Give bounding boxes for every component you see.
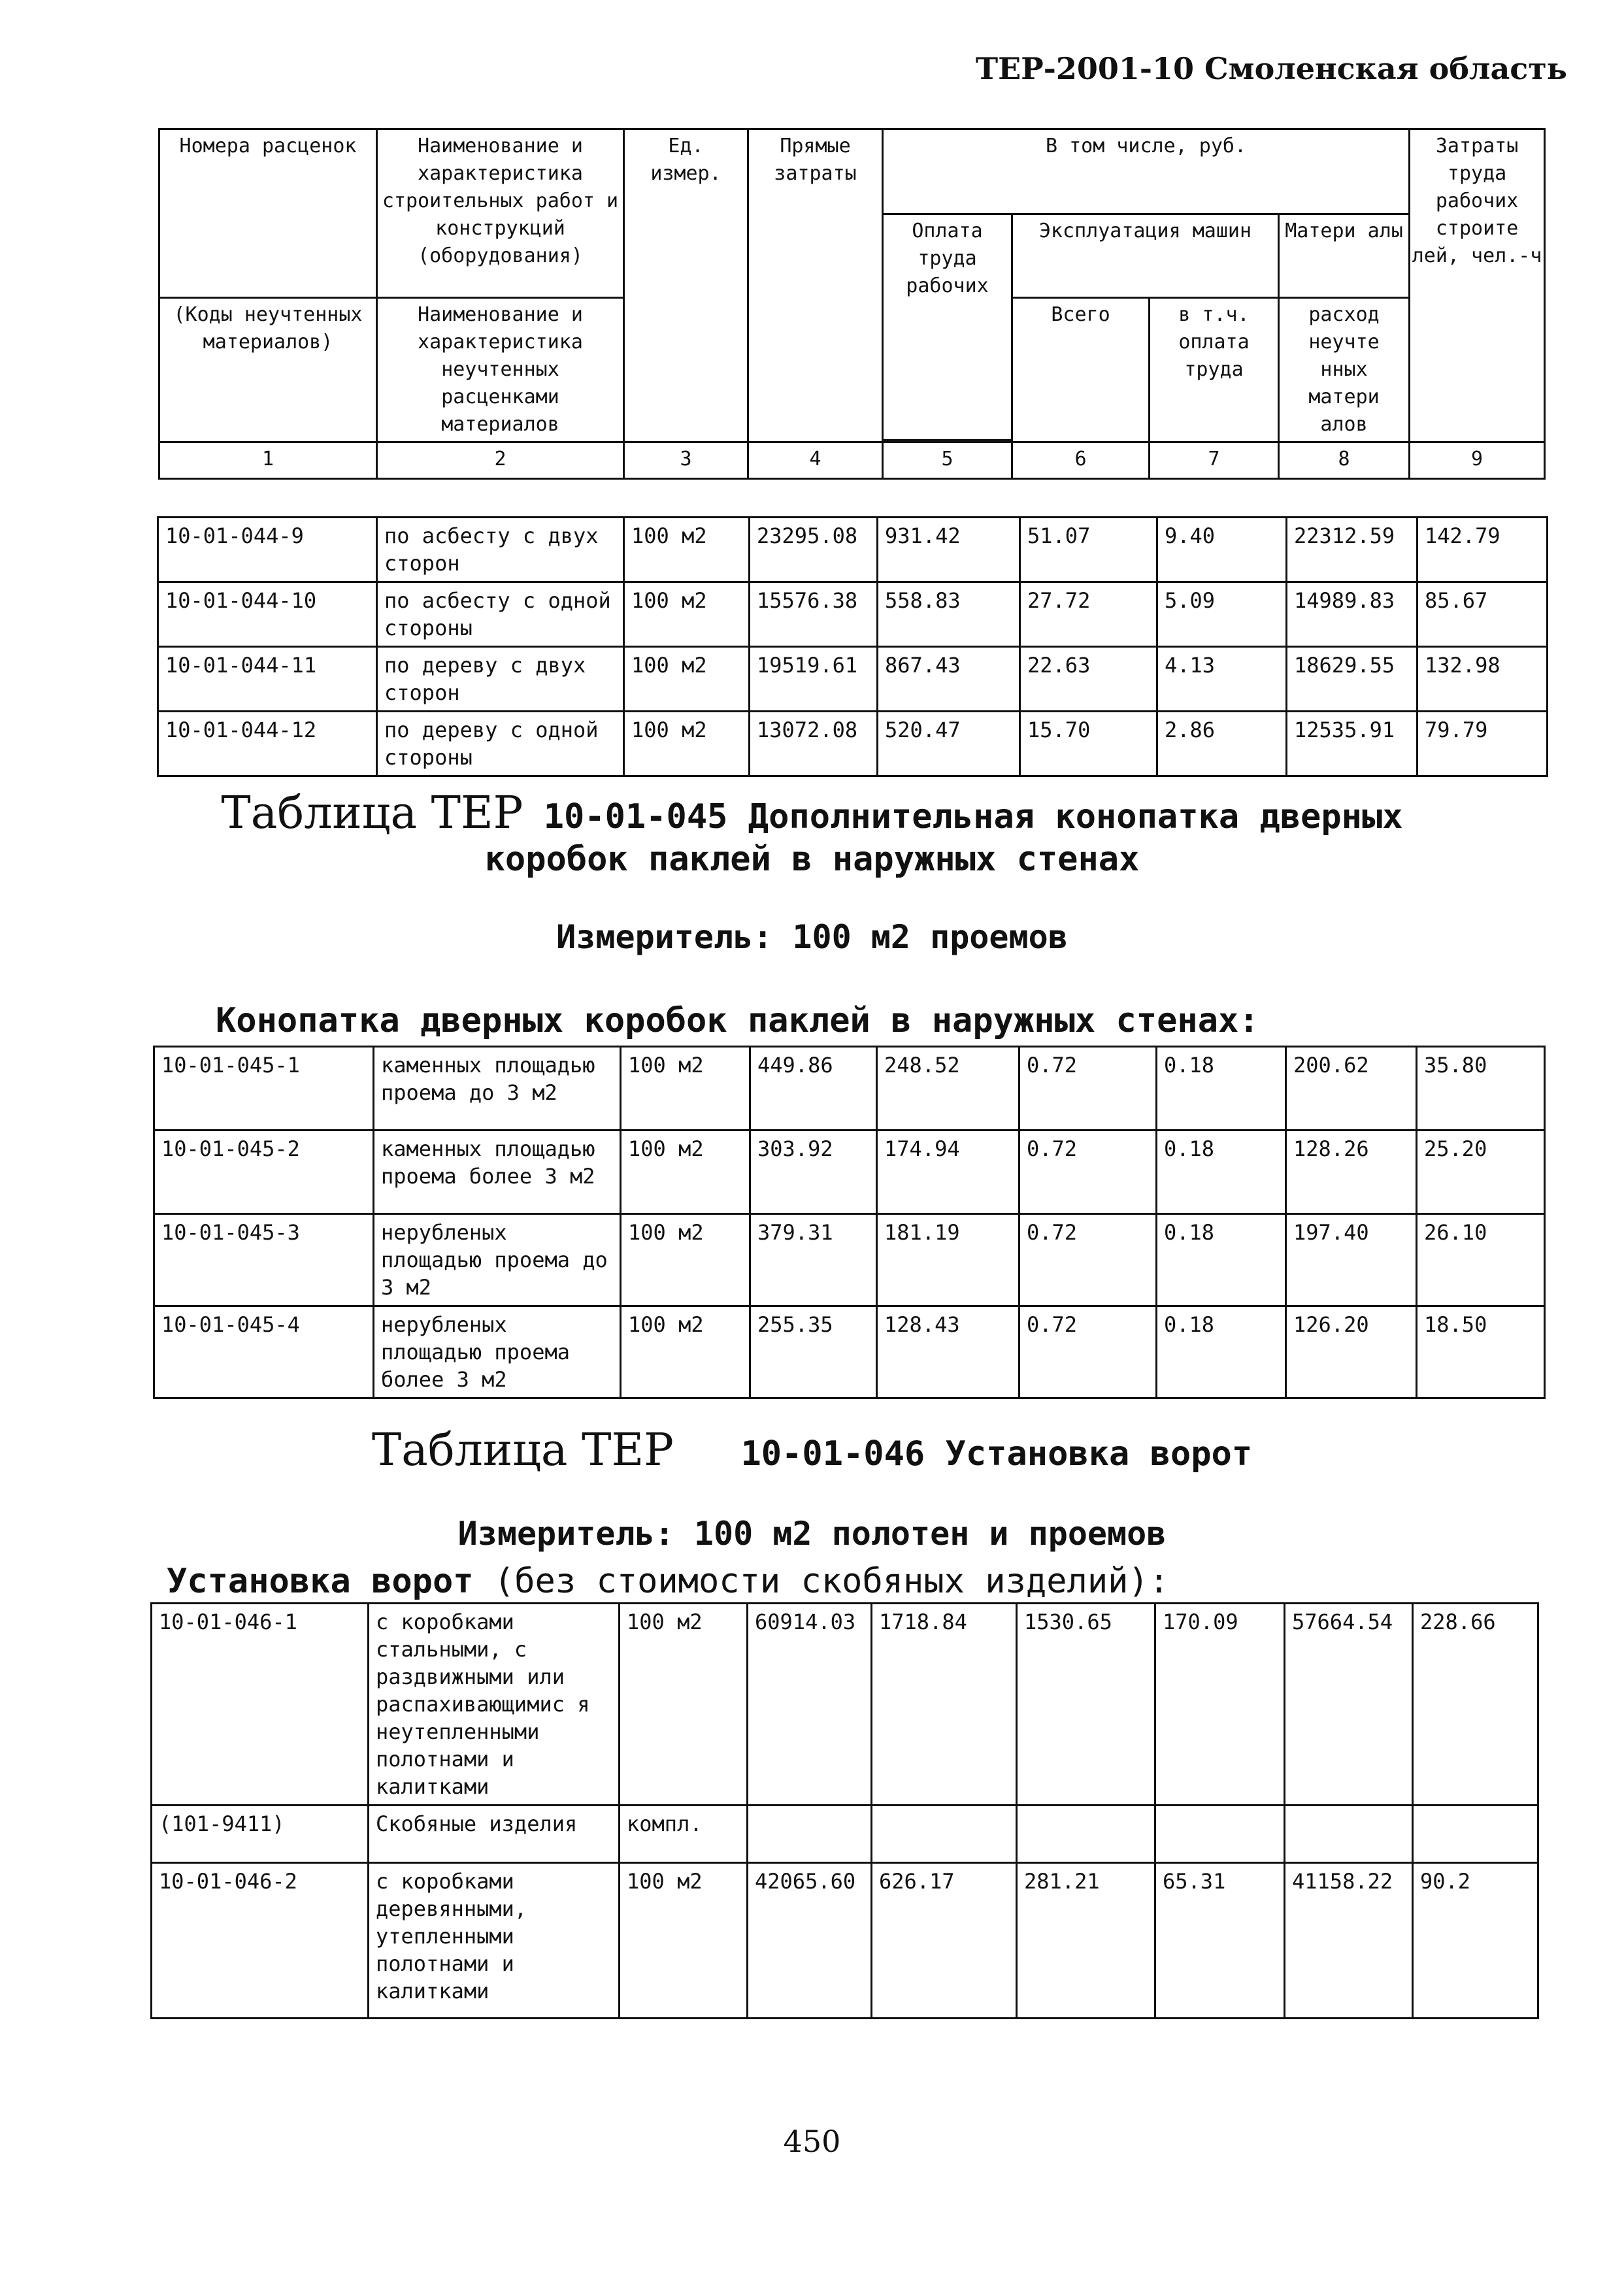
cell-name: каменных площадью проема более 3 м2 (374, 1130, 621, 1214)
header-labor-cost: Затраты труда рабочих строите лей, чел.-ч (1410, 129, 1545, 442)
cell-unit: 100 м2 (624, 712, 750, 776)
cell-mat: 14989.83 (1287, 582, 1417, 647)
cell-direct: 449.86 (750, 1047, 877, 1130)
cell-pay: 1718.84 (872, 1604, 1017, 1806)
cell-pay: 520.47 (878, 712, 1020, 776)
table-045-title-rest: Дополнительная конопатка дверных (748, 797, 1403, 836)
header-name: Наименование и характеристика строительных работ и конструкций (оборудования) (377, 129, 624, 298)
header-codes: (Коды неучтенных материалов) (159, 298, 377, 442)
cell-labor: 79.79 (1417, 712, 1548, 776)
cell-labor: 90.2 (1413, 1863, 1538, 2019)
cell-labor: 85.67 (1417, 582, 1548, 647)
cell-mat (1285, 1806, 1413, 1863)
cell-unit: 100 м2 (624, 518, 750, 582)
cell-code: 10-01-044-9 (158, 518, 377, 582)
header-unit: Ед. измер. (624, 129, 748, 442)
cell-mach-pay: 0.18 (1157, 1130, 1286, 1214)
header-materials: Матери алы (1279, 214, 1410, 298)
cell-direct: 15576.38 (750, 582, 878, 647)
cell-pay: 931.42 (878, 518, 1020, 582)
header-consumption: расход неучте нных матери алов (1279, 298, 1410, 442)
cell-mat: 126.20 (1286, 1306, 1417, 1398)
table-row (158, 712, 1548, 776)
cell-name: по асбесту с двух сторон (377, 518, 624, 582)
cell-pay: 867.43 (878, 647, 1020, 712)
header-incl-pay: в т.ч. оплата труда (1150, 298, 1279, 442)
cell-mach-pay: 0.18 (1157, 1047, 1286, 1130)
table-046-meter: Измеритель: 100 м2 полотен и проемов (457, 1515, 1167, 1553)
cell-pay: 181.19 (877, 1214, 1019, 1306)
cell-unit: 100 м2 (621, 1306, 750, 1398)
table-046-section-light: (без стоимости скобяных изделий): (493, 1562, 1170, 1601)
col-number-5: 5 (883, 442, 1012, 479)
page-number: 450 (783, 2124, 841, 2159)
cell-unit: 100 м2 (620, 1863, 748, 2019)
table-row (154, 1214, 1545, 1306)
cell-mach: 15.70 (1020, 712, 1157, 776)
cell-name: нерубленых площадью проема до 3 м2 (374, 1214, 621, 1306)
col-number-8: 8 (1279, 442, 1410, 479)
cell-code: 10-01-045-3 (154, 1214, 374, 1306)
table-046-section (167, 1562, 1169, 1601)
table-row (152, 1863, 1538, 2019)
cell-mat: 12535.91 (1287, 712, 1417, 776)
header-direct: Прямые затраты (748, 129, 883, 442)
cell-mach-pay: 4.13 (1157, 647, 1287, 712)
cell-labor: 26.10 (1417, 1214, 1545, 1306)
col-number-4: 4 (748, 442, 883, 479)
cell-mach: 27.72 (1020, 582, 1157, 647)
cell-pay: 248.52 (877, 1047, 1019, 1130)
cell-labor: 142.79 (1417, 518, 1548, 582)
cell-mach: 0.72 (1019, 1214, 1157, 1306)
cell-code: 10-01-046-2 (152, 1863, 369, 2019)
cell-labor: 25.20 (1417, 1130, 1545, 1214)
cell-unit: компл. (620, 1806, 748, 1863)
cell-labor (1413, 1806, 1538, 1863)
cell-mat: 57664.54 (1285, 1604, 1413, 1806)
cell-unit: 100 м2 (624, 647, 750, 712)
cell-code: 10-01-046-1 (152, 1604, 369, 1806)
cell-unit: 100 м2 (621, 1047, 750, 1130)
cell-direct (748, 1806, 872, 1863)
col-number-2: 2 (377, 442, 624, 479)
cell-direct: 303.92 (750, 1130, 877, 1214)
cell-code: 10-01-045-4 (154, 1306, 374, 1398)
table-045-section: Конопатка дверных коробок паклей в наружных стенах: (216, 1001, 1259, 1040)
cell-mat: 197.40 (1286, 1214, 1417, 1306)
cell-mach-pay: 9.40 (1157, 518, 1287, 582)
table-row (158, 518, 1548, 582)
cell-name: по дереву с одной стороны (377, 712, 624, 776)
cell-name: Скобяные изделия (369, 1806, 620, 1863)
cell-mat: 128.26 (1286, 1130, 1417, 1214)
table-046-section-bold: Установка ворот (167, 1562, 474, 1601)
column-header-table (158, 128, 1546, 480)
col-number-9: 9 (1410, 442, 1545, 479)
cell-mat: 200.62 (1286, 1047, 1417, 1130)
header-unaccounted-name: Наименование и характеристика неучтенных расценками материалов (377, 298, 624, 442)
table-045-meter: Измеритель: 100 м2 проемов (556, 918, 1068, 956)
table-row (154, 1047, 1545, 1130)
cell-mach: 0.72 (1019, 1306, 1157, 1398)
table-045-prefix: Таблица ТЕР (221, 787, 523, 839)
cell-unit: 100 м2 (624, 582, 750, 647)
cell-mach: 22.63 (1020, 647, 1157, 712)
table-row (154, 1306, 1545, 1398)
table-045-title-line2: коробок паклей в наружных стенах (484, 840, 1140, 879)
cell-name: с коробками деревянными, утепленными полотнами и калитками (369, 1863, 620, 2019)
cell-mach: 1530.65 (1017, 1604, 1155, 1806)
cell-direct: 13072.08 (750, 712, 878, 776)
cell-name: нерубленых площадью проема более 3 м2 (374, 1306, 621, 1398)
cell-pay: 174.94 (877, 1130, 1019, 1214)
cell-mach-pay: 0.18 (1157, 1306, 1286, 1398)
table-row (158, 647, 1548, 712)
cell-code: 10-01-044-12 (158, 712, 377, 776)
rates-table-046 (150, 1602, 1539, 2019)
cell-mat: 22312.59 (1287, 518, 1417, 582)
table-045-code: 10-01-045 (543, 797, 728, 836)
cell-pay: 626.17 (872, 1863, 1017, 2019)
table-046-title-rest: Установка ворот (945, 1434, 1253, 1474)
table-row (152, 1604, 1538, 1806)
cell-pay: 128.43 (877, 1306, 1019, 1398)
cell-direct: 379.31 (750, 1214, 877, 1306)
col-number-3: 3 (624, 442, 748, 479)
header-total: Всего (1012, 298, 1150, 442)
col-number-6: 6 (1012, 442, 1150, 479)
cell-mach-pay: 170.09 (1155, 1604, 1285, 1806)
cell-mach: 0.72 (1019, 1047, 1157, 1130)
cell-mach (1017, 1806, 1155, 1863)
cell-unit: 100 м2 (621, 1130, 750, 1214)
cell-labor: 132.98 (1417, 647, 1548, 712)
table-046-code: 10-01-046 (740, 1434, 925, 1474)
table-row (154, 1130, 1545, 1214)
cell-labor: 35.80 (1417, 1047, 1545, 1130)
cell-code: 10-01-045-1 (154, 1047, 374, 1130)
header-including: В том числе, руб. (883, 129, 1410, 214)
cell-mach: 51.07 (1020, 518, 1157, 582)
cell-code: (101-9411) (152, 1806, 369, 1863)
col-number-7: 7 (1150, 442, 1279, 479)
cell-direct: 255.35 (750, 1306, 877, 1398)
table-045-title (0, 787, 1624, 839)
table-046-prefix: Таблица ТЕР (371, 1425, 674, 1476)
cell-code: 10-01-045-2 (154, 1130, 374, 1214)
header-machines: Эксплуатация машин (1012, 214, 1279, 298)
table-046-title (0, 1425, 1624, 1476)
cell-direct: 19519.61 (750, 647, 878, 712)
cell-mach: 0.72 (1019, 1130, 1157, 1214)
cell-mat: 41158.22 (1285, 1863, 1413, 2019)
rates-table-044 (157, 516, 1548, 777)
cell-labor: 228.66 (1413, 1604, 1538, 1806)
cell-mach-pay: 65.31 (1155, 1863, 1285, 2019)
table-row (152, 1806, 1538, 1863)
rates-table-045 (153, 1046, 1546, 1399)
cell-mach-pay: 2.86 (1157, 712, 1287, 776)
running-header: ТЕР-2001-10 Смоленская область (975, 51, 1567, 86)
cell-code: 10-01-044-11 (158, 647, 377, 712)
cell-direct: 23295.08 (750, 518, 878, 582)
table-row (158, 582, 1548, 647)
cell-pay: 558.83 (878, 582, 1020, 647)
cell-direct: 42065.60 (748, 1863, 872, 2019)
header-number: Номера расценок (159, 129, 377, 298)
cell-mach-pay: 5.09 (1157, 582, 1287, 647)
col-number-1: 1 (159, 442, 377, 479)
cell-direct: 60914.03 (748, 1604, 872, 1806)
cell-unit: 100 м2 (621, 1214, 750, 1306)
cell-code: 10-01-044-10 (158, 582, 377, 647)
cell-pay (872, 1806, 1017, 1863)
cell-name: каменных площадью проема до 3 м2 (374, 1047, 621, 1130)
cell-mat: 18629.55 (1287, 647, 1417, 712)
cell-name: с коробками стальными, с раздвижными или распахивающимис я неутепленными полотнами и калитками (369, 1604, 620, 1806)
cell-mach-pay: 0.18 (1157, 1214, 1286, 1306)
cell-unit: 100 м2 (620, 1604, 748, 1806)
cell-name: по асбесту с одной стороны (377, 582, 624, 647)
cell-labor: 18.50 (1417, 1306, 1545, 1398)
cell-name: по дереву с двух сторон (377, 647, 624, 712)
header-pay: Оплата труда рабочих (883, 214, 1012, 440)
cell-mach-pay (1155, 1806, 1285, 1863)
cell-mach: 281.21 (1017, 1863, 1155, 2019)
